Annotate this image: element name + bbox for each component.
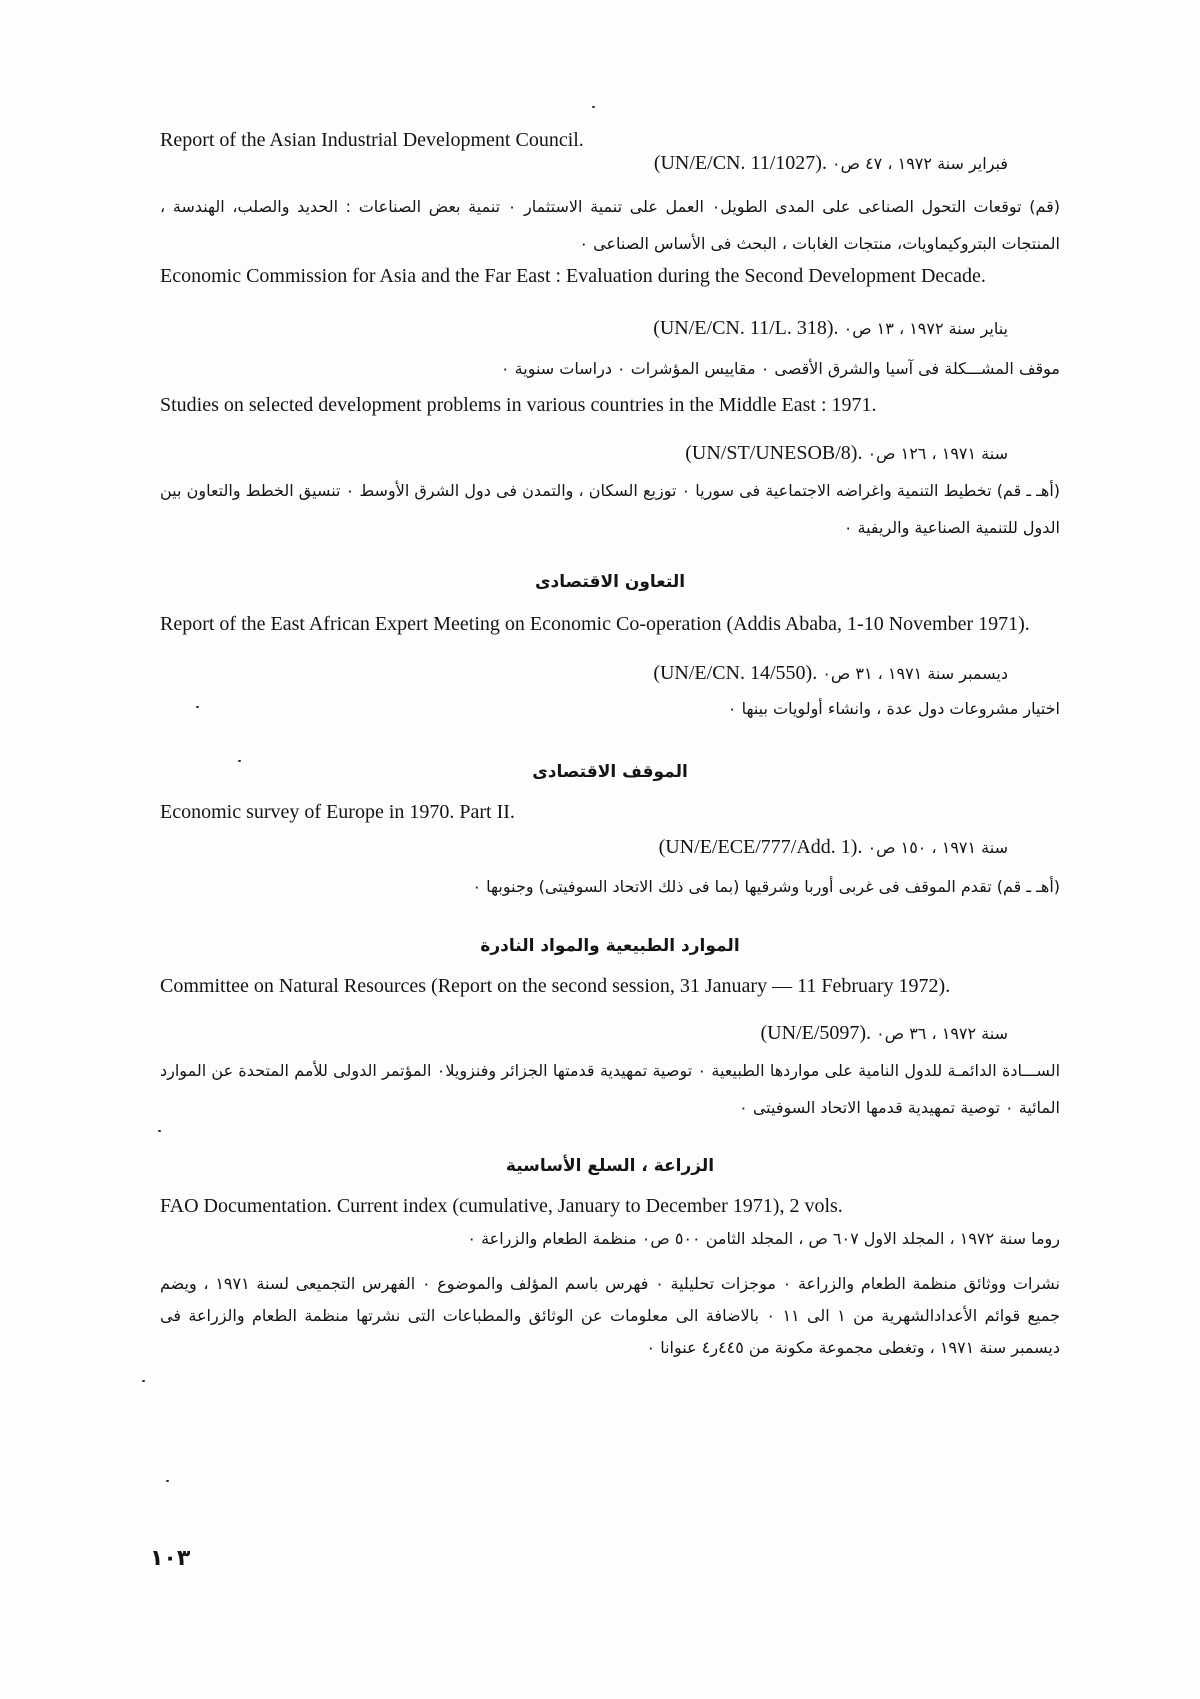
- publication-info: سنة ١٩٧٢ ، ٣٦ ص٠: [876, 1024, 1008, 1043]
- scan-speck: [592, 106, 595, 108]
- entry-citation: [300, 315, 1008, 342]
- entry-citation: [300, 440, 1008, 467]
- scan-speck: [196, 706, 199, 708]
- entry-title: Studies on selected development problems in various countries in the Middle East : 1971.: [160, 394, 877, 416]
- section-heading: الموقف الاقتصادى: [532, 762, 688, 782]
- publication-info: سنة ١٩٧١ ، ١٢٦ ص٠: [867, 444, 1008, 463]
- entry-summary: (أهـ ـ قم) تقدم الموقف فى غربى أوربا وشرقيها (بما فى ذلك الاتحاد السوفيتى) وجنوبها ٠: [472, 877, 1060, 896]
- entry-summary: موقف المشـــكلة فى آسيا والشرق الأقصى ٠ مقاييس المؤشرات ٠ دراسات سنوية ٠: [501, 359, 1060, 378]
- section-heading: التعاون الاقتصادى: [534, 572, 686, 592]
- entry-summary: (أهـ ـ قم) تخطيط التنمية واغراضه الاجتماعية فى سوريا ٠ توزيع السكان ، والتمدن فى دول الشرق الأوسط ٠ تنسيق الخطط والتعاون بين الدول للتنمية الصناعية والريفية ٠: [160, 481, 1061, 537]
- scan-speck: [238, 760, 241, 762]
- entry-title: Report of the Asian Industrial Development Council.: [160, 129, 584, 151]
- publication-info: سنة ١٩٧١ ، ١٥٠ ص٠: [867, 838, 1008, 857]
- document-symbol: (UN/E/ECE/777/Add. 1).: [658, 836, 863, 858]
- scan-speck: [142, 1380, 145, 1382]
- entry-summary: نشرات ووثائق منظمة الطعام والزراعة ٠ موجزات تحليلية ٠ فهرس باسم المؤلف والموضوع ٠ الفهرس التجميعى لسنة ١٩٧١ ، ويضم جميع قوائم الأعدادالشهرية من ١ الى ١١ ٠ بالاضافة الى معلومات عن الوثائق والمطباعات التى نشرتها منظمة الطعام والزراعة فى ديسمبر سنة ١٩٧١ ، وتغطى مجموعة مكونة من ٤٤٥ر٤ عنوانا ٠: [160, 1274, 1061, 1357]
- entry-title: Committee on Natural Resources (Report on the second session, 31 January — 11 February 1972).: [160, 975, 951, 997]
- scan-speck: [158, 1130, 161, 1132]
- entry-title: Report of the East African Expert Meeting on Economic Co-operation (Addis Ababa, 1-10 November 1971).: [160, 613, 1030, 635]
- entry-summary: (قم) توقعات التحول الصناعى على المدى الطويل٠ العمل على تنمية الاستثمار ٠ تنمية بعض الصناعات : الحديد والصلب، الهندسة ، المنتجات البتروكيماويات، منتجات الغابات ، البحث فى الأساس الصناعى ٠: [160, 197, 1061, 253]
- publication-info: روما سنة ١٩٧٢ ، المجلد الاول ٦٠٧ ص ، المجلد الثامن ٥٠٠ ص٠ منظمة الطعام والزراعة ٠: [467, 1229, 1060, 1248]
- document-symbol: (UN/E/5097).: [760, 1022, 872, 1044]
- section-heading: الزراعة ، السلع الأساسية: [505, 1156, 715, 1176]
- scan-speck: [166, 1480, 169, 1482]
- entry-citation: [300, 150, 1008, 177]
- entry-citation: [300, 660, 1008, 687]
- document-symbol: (UN/E/CN. 14/550).: [653, 662, 818, 684]
- page-number: ١٠٣: [150, 1546, 191, 1571]
- entry-summary: اختيار مشروعات دول عدة ، وانشاء أولويات بينها ٠: [727, 699, 1060, 718]
- entry-citation: [300, 1020, 1008, 1047]
- document-symbol: (UN/E/CN. 11/L. 318).: [653, 317, 839, 339]
- section-heading: الموارد الطبيعية والمواد النادرة: [480, 936, 740, 956]
- publication-info: يناير سنة ١٩٧٢ ، ١٣ ص٠: [843, 319, 1008, 338]
- entry-citation: [300, 834, 1008, 861]
- document-symbol: (UN/E/CN. 11/1027).: [653, 152, 827, 174]
- entry-title: Economic Commission for Asia and the Far East : Evaluation during the Second Development Decade.: [160, 265, 986, 287]
- entry-title: Economic survey of Europe in 1970. Part II.: [160, 801, 515, 823]
- entry-summary: الســـادة الدائمـة للدول النامية على مواردها الطبيعية ٠ توصية تمهيدية قدمتها الجزائر وفنزويلا٠ المؤتمر الدولى للأمم المتحدة عن الموارد المائية ٠ توصية تمهيدية قدمها الاتحاد السوفيتى ٠: [160, 1061, 1061, 1117]
- entry-title: FAO Documentation. Current index (cumulative, January to December 1971), 2 vols.: [160, 1195, 843, 1217]
- publication-info: ديسمبر سنة ١٩٧١ ، ٣١ ص٠: [822, 664, 1008, 683]
- document-symbol: (UN/ST/UNESOB/8).: [685, 442, 863, 464]
- publication-info: فبراير سنة ١٩٧٢ ، ٤٧ ص٠: [832, 154, 1008, 173]
